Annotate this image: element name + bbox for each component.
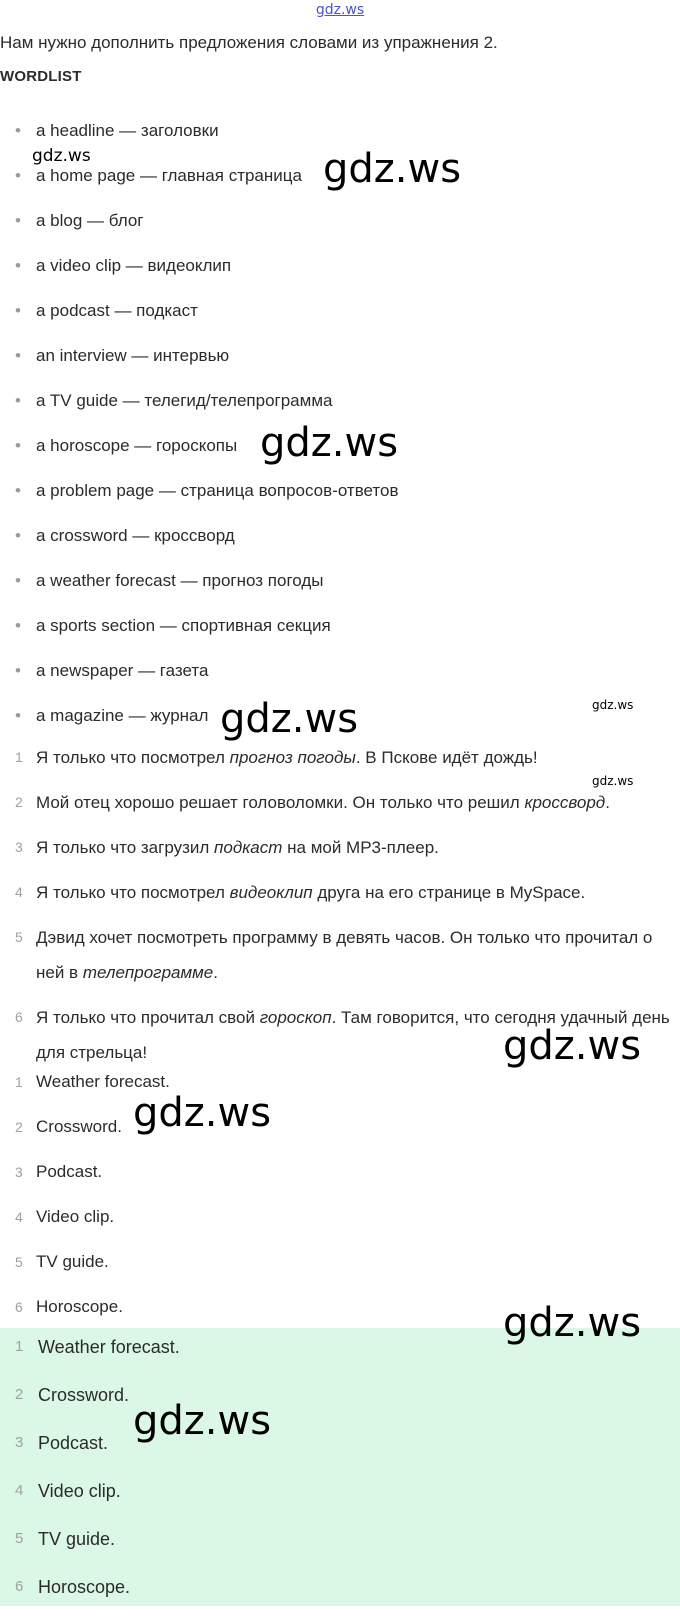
sentence-item: 6 Я только что прочитал свой гороскоп. Там говорится, что сегодня удачный день для стрельца! [15,1008,670,1062]
answer-item: 1 Weather forecast. [15,1072,170,1091]
wordlist-item: • a magazine — журнал [0,703,680,748]
bullet-icon: • [15,166,21,185]
answer-item: 1 Weather forecast. [15,1337,180,1357]
answer-item: 5 TV guide. [15,1252,109,1271]
answer-item: 5 TV guide. [15,1529,116,1549]
bullet-icon: • [15,526,21,545]
answer-item: 6 Horoscope. [15,1577,131,1597]
bullet-icon: • [15,481,21,500]
bullet-icon: • [15,301,21,320]
wordlist-item: • a video clip — видеоклип [0,253,680,298]
wordlist-item: • a podcast — подкаст [0,298,680,343]
wordlist-item: • an interview — интервью [0,343,680,388]
bullet-icon: • [15,121,21,140]
bullet-icon: • [15,391,21,410]
wordlist-item: • a horoscope — гороскопы [0,433,680,478]
watermark-text: gdz.ws [133,1398,272,1444]
wordlist-item: • a blog — блог [0,208,680,253]
bullet-icon: • [15,436,21,455]
wordlist-item: • a headline — заголовки [0,118,680,163]
sentence-item: 3 Я только что загрузил подкаст на мой МР3-плеер. [15,838,439,857]
sentence-item: 1 Я только что посмотрел прогноз погоды. В Пскове идёт дождь! [15,748,538,767]
site-logo-link[interactable]: gdz.ws [315,2,365,18]
bullet-icon: • [15,256,21,275]
wordlist-item: • a crossword — кроссворд [0,523,680,568]
watermark-text: gdz.ws [32,146,91,166]
wordlist-item: • a problem page — страница вопросов-ответов [0,478,680,523]
sentence-item: 4 Я только что посмотрел видеоклип друга на его странице в MySpace. [15,883,586,902]
watermark-text: gdz.ws [220,696,359,742]
bullet-icon: • [15,211,21,230]
wordlist-item: • a sports section — спортивная секция [0,613,680,658]
watermark-text: gdz.ws [133,1090,272,1136]
sentence-item: 5 Дэвид хочет посмотреть программу в девять часов. Он только что прочитал о ней в телепрограмме. [15,928,653,982]
highlighted-answers-list [0,1334,680,1622]
answer-item: 2 Crossword. [15,1385,130,1405]
answer-item: 4 Video clip. [15,1207,115,1226]
watermark-text: gdz.ws [503,1300,642,1346]
bullet-icon: • [15,616,21,635]
answer-item: 6 Horoscope. [15,1297,123,1316]
bullet-icon: • [15,571,21,590]
watermark-text: gdz.ws [592,774,634,788]
bullet-icon: • [15,346,21,365]
bullet-icon: • [15,661,21,680]
wordlist-heading: WORDLIST [0,68,82,85]
wordlist-item: • a newspaper — газета [0,658,680,703]
bullet-icon: • [15,706,21,725]
wordlist-item: • a weather forecast — прогноз погоды [0,568,680,613]
watermark-text: gdz.ws [323,146,462,192]
sentence-item: 2 Мой отец хорошо решает головоломки. Он только что решил кроссворд. [15,793,610,812]
answer-item: 2 Crossword. [15,1117,122,1136]
answer-item: 3 Podcast. [15,1433,109,1453]
wordlist-item: • a TV guide — телегид/телепрограмма [0,388,680,433]
answer-item: 3 Podcast. [15,1162,103,1181]
watermark-text: gdz.ws [503,1023,642,1069]
watermark-text: gdz.ws [260,420,399,466]
watermark-text: gdz.ws [592,698,634,712]
answer-item: 4 Video clip. [15,1481,121,1501]
intro-text: Нам нужно дополнить предложения словами из упражнения 2. [0,33,498,52]
wordlist-item: • a home page — главная страница [0,163,680,208]
